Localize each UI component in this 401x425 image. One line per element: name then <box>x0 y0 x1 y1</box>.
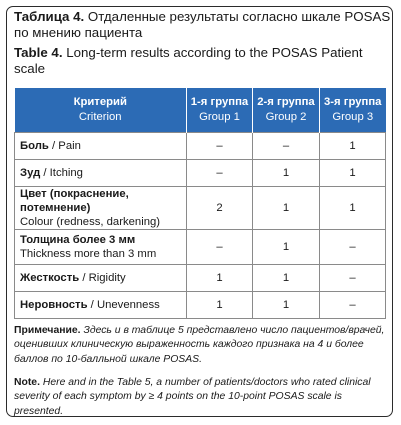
value-cell: – <box>187 160 253 187</box>
header-group-2: 2-я группа Group 2 <box>253 88 320 133</box>
value-cell: – <box>187 133 253 160</box>
note-ru <box>14 324 386 367</box>
criterion-cell: Жесткость / Rigidity <box>15 265 187 292</box>
criterion-cell: Цвет (покраснение, потемнение) Colour (redness, darkening) <box>15 187 187 230</box>
results-table <box>14 88 386 319</box>
value-cell: 1 <box>320 160 386 187</box>
caption-ru-label: Таблица 4. <box>14 9 85 24</box>
note-en <box>14 376 386 417</box>
value-cell: 2 <box>187 187 253 230</box>
header-group-1: 1-я группа Group 1 <box>187 88 253 133</box>
table-row-itching <box>15 160 386 187</box>
note-ru-text: Здесь и в таблице 5 представлено число пациентов/врачей, оценивших клиническую выраженность каждого признака на 4 и более баллов по 10-балльной шкале POSAS. <box>14 325 385 365</box>
criterion-cell: Зуд / Itching <box>15 160 187 187</box>
value-cell: 1 <box>253 265 320 292</box>
value-cell: 1 <box>320 187 386 230</box>
value-cell: – <box>320 292 386 319</box>
caption-en-label: Table 4. <box>14 45 63 60</box>
value-cell: – <box>253 133 320 160</box>
criterion-cell: Неровность / Unevenness <box>15 292 187 319</box>
value-cell: 1 <box>253 160 320 187</box>
note-en-text: Here and in the Table 5, a number of patients/doctors who rated clinical severity of each symptom by ≥ 4 points on the 10-point POSAS scale is presented. <box>14 377 371 417</box>
table-frame <box>6 6 393 417</box>
header-criterion: Критерий Criterion <box>15 88 187 133</box>
value-cell: – <box>187 230 253 265</box>
table-row-pain <box>15 133 386 160</box>
table-header-row <box>15 88 386 133</box>
caption-ru-text: Отдаленные результаты согласно шкале POSAS по мнению пациента <box>14 9 391 40</box>
value-cell: 1 <box>253 292 320 319</box>
header-group-3: 3-я группа Group 3 <box>320 88 386 133</box>
table-row-rigidity <box>15 265 386 292</box>
caption-en-text: Long-term results according to the POSAS Patient scale <box>14 45 363 76</box>
criterion-cell: Толщина более 3 мм Thickness more than 3 mm <box>15 230 187 265</box>
caption-en <box>14 45 392 77</box>
caption-ru <box>14 9 392 41</box>
value-cell: 1 <box>187 265 253 292</box>
value-cell: 1 <box>253 187 320 230</box>
value-cell: – <box>320 230 386 265</box>
value-cell: 1 <box>320 133 386 160</box>
table-row-unevenness <box>15 292 386 319</box>
criterion-cell: Боль / Pain <box>15 133 187 160</box>
note-ru-label: Примечание. <box>14 325 81 336</box>
table-row-thickness <box>15 230 386 265</box>
table-row-colour <box>15 187 386 230</box>
note-en-label: Note. <box>14 377 40 388</box>
value-cell: 1 <box>253 230 320 265</box>
value-cell: 1 <box>187 292 253 319</box>
value-cell: – <box>320 265 386 292</box>
